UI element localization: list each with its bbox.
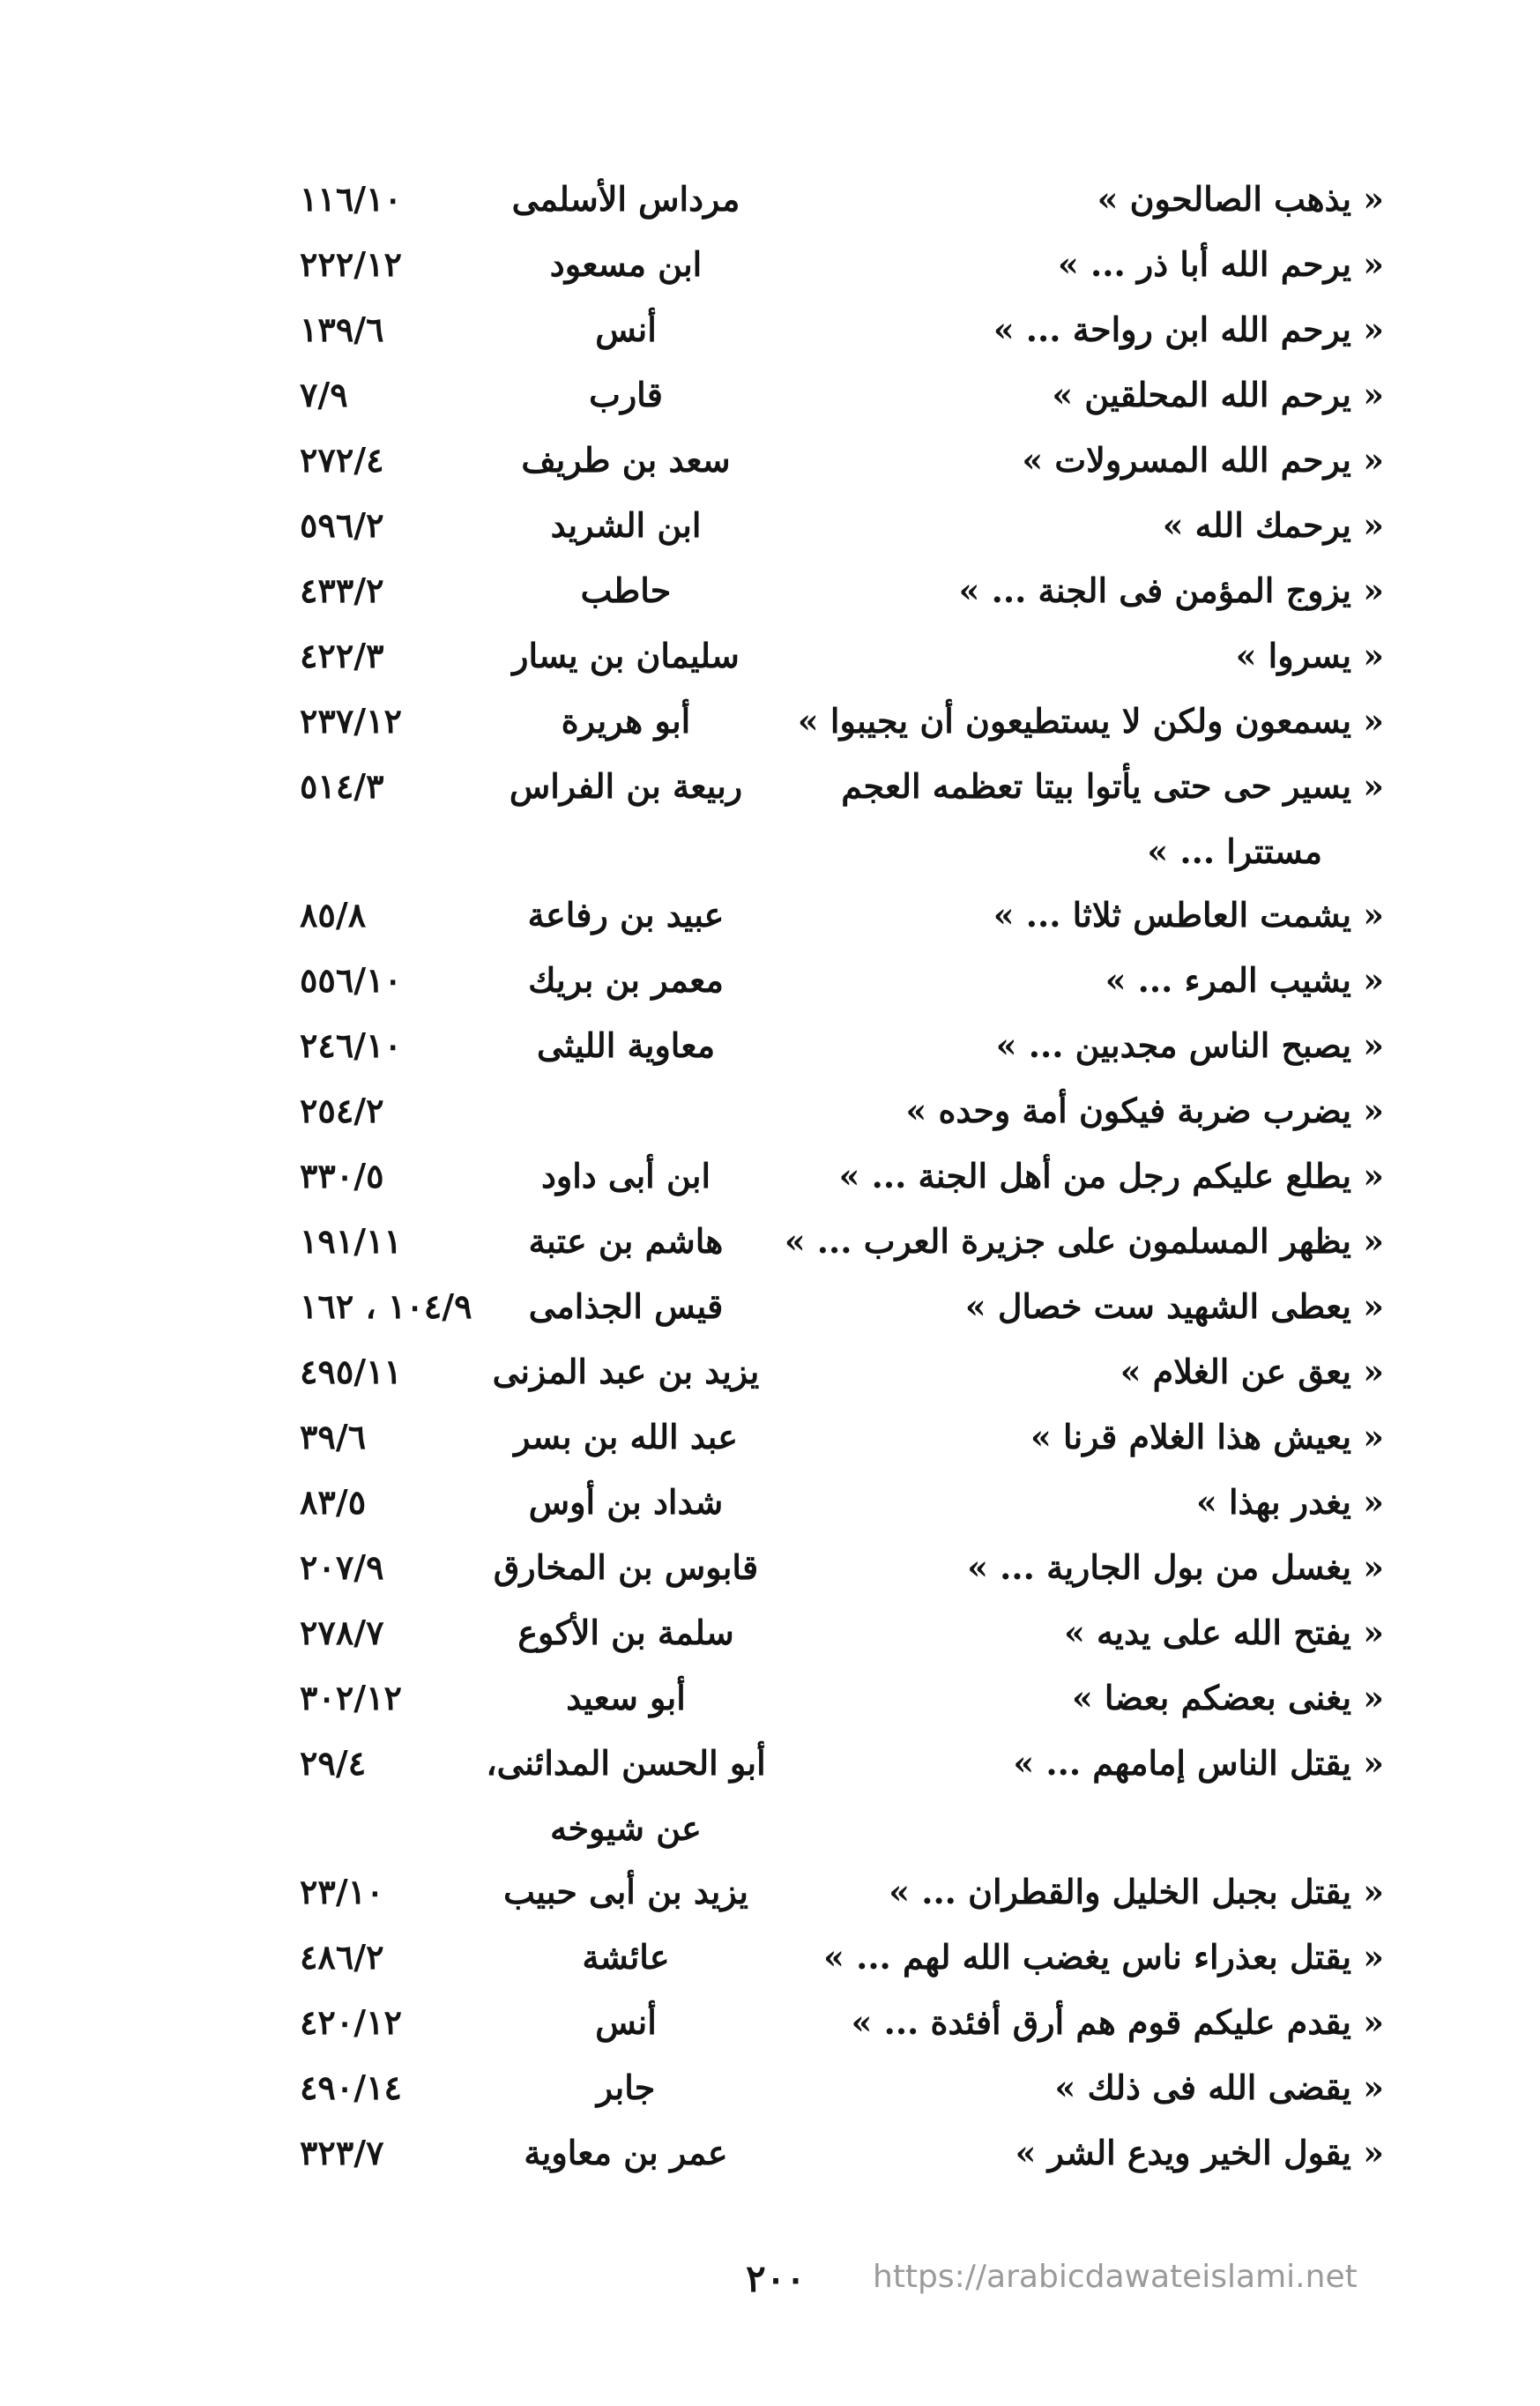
- hadith-text: « يغدر بهذا »: [1196, 1482, 1384, 1522]
- volume-page-reference: ٢٢٢/١٢: [300, 244, 402, 284]
- index-row: [300, 2121, 1384, 2186]
- watermark-url: https://arabicdawateislami.net: [873, 2259, 1358, 2295]
- hadith-text: « يفتح الله على يديه »: [1064, 1613, 1384, 1652]
- volume-page-reference: ٨٣/٥: [300, 1482, 367, 1522]
- volume-page-reference: ٢٤٦/١٠: [300, 1025, 402, 1065]
- volume-page-reference: ٣٣٠/٥: [300, 1156, 384, 1196]
- hadith-text: « يسير حى حتى يأتوا بيتا تعظمه العجم: [841, 766, 1384, 806]
- index-row: [300, 1926, 1384, 1991]
- narrator-name: قيس الجذامى: [528, 1286, 724, 1326]
- index-row: [300, 949, 1384, 1014]
- hadith-text: « يغسل من بول الجارية ... »: [967, 1547, 1384, 1587]
- narrator-name: ابن مسعود: [549, 244, 703, 284]
- narrator-name: عمر بن معاوية: [524, 2133, 728, 2172]
- index-row: [300, 1275, 1384, 1340]
- volume-page-reference: ٤٢٠/١٢: [300, 2002, 402, 2042]
- narrator-name: معمر بن بريك: [528, 960, 724, 1000]
- hadith-text: « يقول الخير ويدع الشر »: [1015, 2133, 1384, 2172]
- hadith-index-list: [300, 168, 1384, 2186]
- hadith-text: « يرحم الله أبا ذر ... »: [1058, 244, 1384, 284]
- narrator-name: قارب: [589, 375, 663, 414]
- narrator-name: أبو سعيد: [566, 1678, 686, 1717]
- index-row-continuation: [300, 820, 1384, 883]
- volume-page-reference: ٢٩/٤: [300, 1743, 367, 1783]
- index-row: [300, 1471, 1384, 1536]
- volume-page-reference: ٤٢٢/٣: [300, 636, 384, 675]
- hadith-text: « يرحمك الله »: [1162, 505, 1384, 545]
- hadith-text: « يقتل بجبل الخليل والقطران ... »: [889, 1872, 1384, 1911]
- narrator-name: أنس: [595, 309, 657, 349]
- volume-page-reference: ٤٨٦/٢: [300, 1937, 384, 1977]
- volume-page-reference: ٣٢٣/٧: [300, 2133, 384, 2172]
- narrator-name: سلمة بن الأكوع: [517, 1613, 734, 1652]
- index-row: [300, 1536, 1384, 1601]
- index-row: [300, 1340, 1384, 1405]
- volume-page-reference: ٢٠٧/٩: [300, 1547, 384, 1587]
- volume-page-reference: ٥٩٦/٢: [300, 505, 384, 545]
- volume-page-reference: ٢٣/١٠: [300, 1872, 384, 1911]
- hadith-text: مستترا ... »: [1147, 831, 1322, 871]
- hadith-text: « يصبح الناس مجدبين ... »: [995, 1025, 1384, 1065]
- volume-page-reference: ١٣٩/٦: [300, 309, 384, 349]
- narrator-name: عائشة: [582, 1937, 670, 1977]
- volume-page-reference: ١٠٤/٩ ، ١٦٢: [300, 1286, 472, 1326]
- index-row: [300, 1405, 1384, 1471]
- narrator-name: شداد بن أوس: [528, 1482, 724, 1522]
- page-number: ٢٠٠: [746, 2257, 806, 2300]
- volume-page-reference: ٢٥٤/٢: [300, 1091, 384, 1130]
- index-row: [300, 1732, 1384, 1797]
- hadith-text: « يذهب الصالحون »: [1097, 179, 1384, 219]
- hadith-text: « يقدم عليكم قوم هم أرق أفئدة ... »: [851, 2002, 1384, 2042]
- narrator-name: يزيد بن عبد المزنى: [492, 1352, 760, 1391]
- index-row: [300, 559, 1384, 624]
- hadith-text: « يقتل الناس إمامهم ... »: [1013, 1743, 1384, 1783]
- hadith-text: « يشمت العاطس ثلاثا ... »: [993, 895, 1384, 935]
- narrator-name: أبو هريرة: [561, 701, 691, 741]
- narrator-name: حاطب: [580, 570, 672, 610]
- index-row: [300, 168, 1384, 233]
- index-row: [300, 428, 1384, 494]
- volume-page-reference: ٤٩٥/١١: [300, 1352, 402, 1391]
- narrator-name: قابوس بن المخارق: [493, 1547, 759, 1587]
- hadith-text: « يسمعون ولكن لا يستطيعون أن يجيبوا »: [797, 701, 1384, 741]
- volume-page-reference: ٥٥٦/١٠: [300, 960, 402, 1000]
- volume-page-reference: ٢٣٧/١٢: [300, 701, 402, 741]
- narrator-name: ابن الشريد: [550, 505, 702, 545]
- index-row: [300, 624, 1384, 689]
- index-row: [300, 1666, 1384, 1732]
- index-row: [300, 755, 1384, 820]
- hadith-text: « يشيب المرء ... »: [1105, 960, 1384, 1000]
- volume-page-reference: ٤٣٣/٢: [300, 570, 384, 610]
- index-row: [300, 689, 1384, 755]
- index-row: [300, 363, 1384, 428]
- index-row: [300, 1991, 1384, 2056]
- index-row-continuation: [300, 1797, 1384, 1860]
- hadith-text: « يسروا »: [1235, 636, 1384, 675]
- volume-page-reference: ٣٩/٦: [300, 1417, 367, 1456]
- narrator-name: أبو الحسن المدائنى،: [486, 1743, 766, 1783]
- narrator-name: سعد بن طريف: [521, 440, 731, 480]
- narrator-name: يزيد بن أبى حبيب: [503, 1872, 748, 1911]
- hadith-text: « يقضى الله فى ذلك »: [1054, 2067, 1384, 2107]
- volume-page-reference: ١١٦/١٠: [300, 179, 402, 219]
- index-row: [300, 1014, 1384, 1079]
- volume-page-reference: ٨٥/٨: [300, 895, 367, 935]
- volume-page-reference: ٢٧٢/٤: [300, 440, 384, 480]
- volume-page-reference: ٧/٩: [300, 375, 348, 414]
- volume-page-reference: ٤٩٠/١٤: [300, 2067, 402, 2107]
- volume-page-reference: ٥١٤/٣: [300, 766, 384, 806]
- narrator-name: ربيعة بن الفراس: [509, 766, 743, 806]
- index-row: [300, 1860, 1384, 1926]
- index-row: [300, 233, 1384, 298]
- hadith-text: « يضرب ضربة فيكون أمة وحده »: [905, 1091, 1384, 1130]
- hadith-text: « يعيش هذا الغلام قرنا »: [1030, 1417, 1384, 1456]
- index-row: [300, 494, 1384, 559]
- narrator-name: جابر: [596, 2067, 656, 2107]
- hadith-text: « يغنى بعضكم بعضا »: [1071, 1678, 1384, 1717]
- index-row: [300, 883, 1384, 949]
- index-row: [300, 1079, 1384, 1144]
- hadith-text: « يقتل بعذراء ناس يغضب الله لهم ... »: [823, 1937, 1384, 1977]
- volume-page-reference: ١٩١/١١: [300, 1221, 402, 1261]
- index-row: [300, 298, 1384, 363]
- narrator-name: عبيد بن رفاعة: [527, 895, 725, 935]
- narrator-name: مرداس الأسلمى: [511, 179, 740, 219]
- volume-page-reference: ٣٠٢/١٢: [300, 1678, 402, 1717]
- narrator-name: سليمان بن يسار: [512, 636, 740, 675]
- index-row: [300, 2056, 1384, 2121]
- hadith-text: « يرحم الله ابن رواحة ... »: [993, 309, 1384, 349]
- hadith-text: « يعق عن الغلام »: [1120, 1352, 1384, 1391]
- narrator-name: عبد الله بن بسر: [514, 1417, 738, 1456]
- hadith-text: « يزوج المؤمن فى الجنة ... »: [958, 570, 1384, 610]
- hadith-text: « يعطى الشهيد ست خصال »: [964, 1286, 1384, 1326]
- volume-page-reference: ٢٧٨/٧: [300, 1613, 384, 1652]
- narrator-name: عن شيوخه: [550, 1808, 702, 1848]
- narrator-name: ابن أبى داود: [540, 1156, 711, 1196]
- hadith-text: « يرحم الله المسرولات »: [1022, 440, 1384, 480]
- narrator-name: أنس: [595, 2002, 657, 2042]
- hadith-text: « يرحم الله المحلقين »: [1052, 375, 1384, 414]
- index-row: [300, 1144, 1384, 1210]
- hadith-text: « يظهر المسلمون على جزيرة العرب ... »: [784, 1221, 1384, 1261]
- narrator-name: معاوية الليثى: [536, 1025, 716, 1065]
- index-row: [300, 1210, 1384, 1275]
- index-row: [300, 1601, 1384, 1666]
- hadith-text: « يطلع عليكم رجل من أهل الجنة ... »: [838, 1156, 1384, 1196]
- narrator-name: هاشم بن عتبة: [528, 1221, 724, 1261]
